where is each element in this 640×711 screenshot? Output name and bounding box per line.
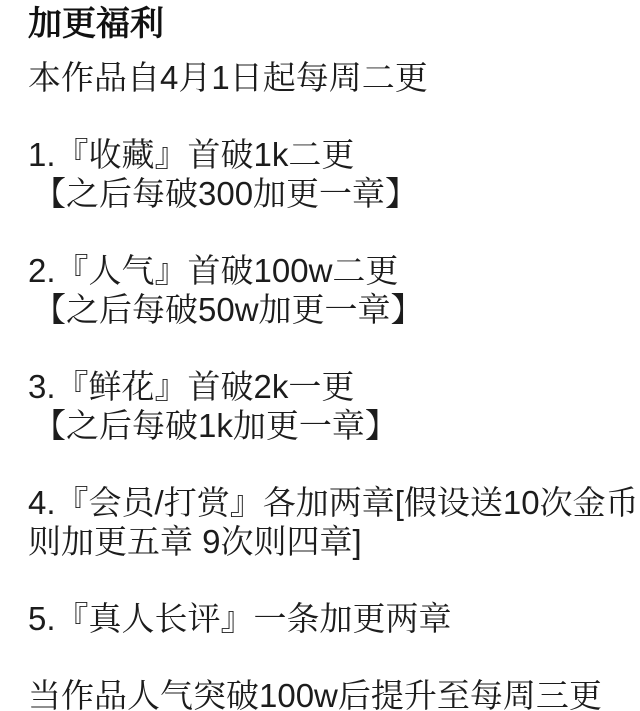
intro-line: 本作品自4月1日起每周二更 bbox=[28, 59, 428, 96]
page-title: 加更福利 bbox=[28, 5, 164, 43]
rule-1-line-2: 【之后每破300加更一章】 bbox=[33, 175, 419, 212]
rule-item-2 bbox=[28, 251, 624, 329]
rule-2-line-2: 【之后每破50w加更一章】 bbox=[33, 291, 424, 328]
rule-item-3 bbox=[28, 367, 624, 445]
rule-3-line-2: 【之后每破1k加更一章】 bbox=[33, 407, 398, 444]
rule-2-line-1: 2.『人气』首破100w二更 bbox=[28, 252, 399, 289]
rule-5-line-1: 5.『真人长评』一条加更两章 bbox=[28, 600, 452, 637]
rule-1-line-1: 1.『收藏』首破1k二更 bbox=[28, 136, 355, 173]
rule-3-line-1: 3.『鲜花』首破2k一更 bbox=[28, 368, 355, 405]
footer-line: 当作品人气突破100w后提升至每周三更 bbox=[28, 677, 602, 711]
rule-item-5 bbox=[28, 599, 624, 638]
rule-item-1 bbox=[28, 135, 624, 213]
rule-4-line-2: 则加更五章 9次则四章] bbox=[28, 523, 362, 560]
rule-4-line-1: 4.『会员/打赏』各加两章[假设送10次金币 bbox=[28, 484, 639, 521]
rule-item-4 bbox=[28, 483, 639, 561]
